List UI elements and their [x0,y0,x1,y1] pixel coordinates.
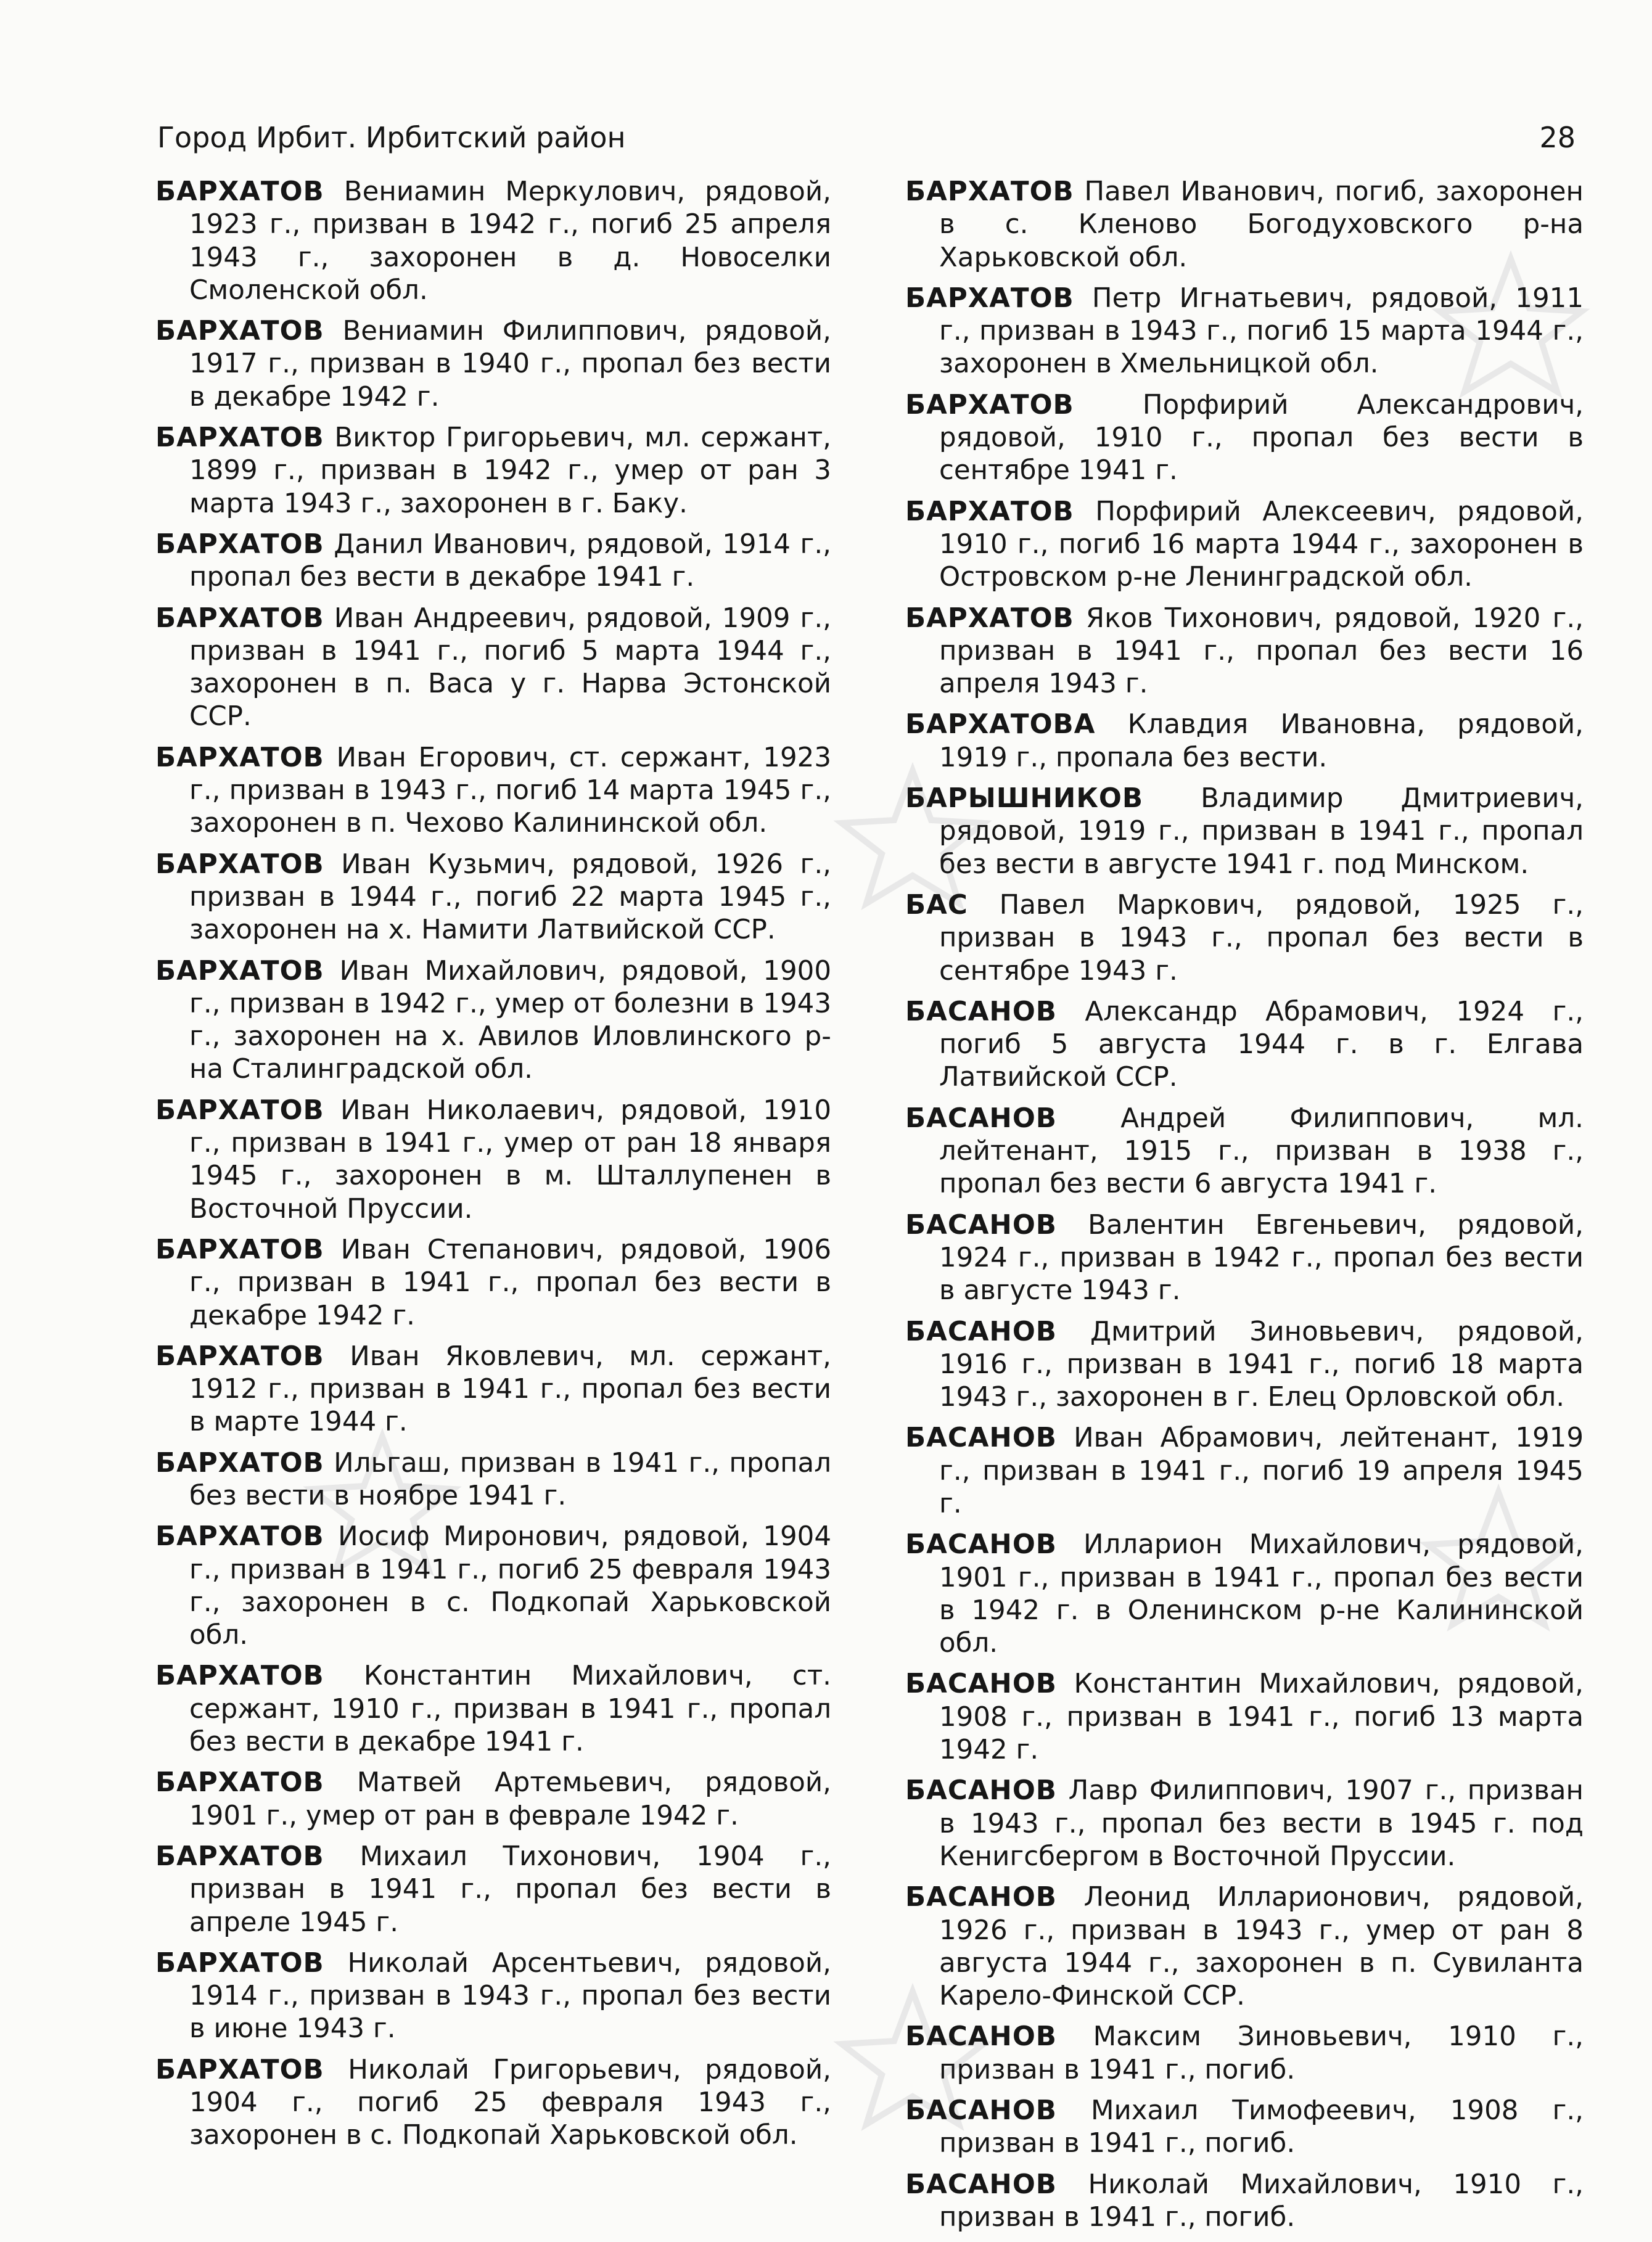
entry-details: Михаил Тихонович, 1904 г., призван в 1941 г., пропал без вести в апреле 1945 г. [189,1841,831,1938]
list-item [155,422,831,520]
list-item [905,389,1584,488]
entry-surname: БАРХАТОВ [155,1094,324,1126]
entry-details: Порфирий Александрович, рядовой, 1910 г., пропал без вести в сентябре 1941 г. [939,389,1584,487]
list-item [155,176,831,307]
entry-surname: БАРХАТОВ [155,176,324,207]
entry-details: Ильгаш, призван в 1941 г., пропал без вести в ноябре 1941 г. [189,1447,832,1511]
entry-surname: БАСАНОВ [905,1316,1057,1347]
entry-details: Иван Яковлевич, мл. сержант, 1912 г., призван в 1941 г., пропал без вести в марте 1944 г. [189,1341,831,1438]
list-item [905,1668,1584,1767]
list-item [905,2095,1584,2161]
list-item [905,282,1584,381]
page-number: 28 [1539,121,1576,154]
list-item [155,602,831,734]
entry-surname: БАРХАТОВ [155,316,324,347]
entry-details: Валентин Евгеньевич, рядовой, 1924 г., призван в 1942 г., пропал без вести в августе 1943 г. [939,1209,1584,1307]
entry-surname: БАРХАТОВ [155,1767,324,1799]
entry-details: Павел Маркович, рядовой, 1925 г., призван в 1943 г., пропал без вести в сентябре 1943 г. [939,889,1584,987]
entry-surname: БАРХАТОВ [155,2054,324,2085]
entry-details: Иван Абрамович, лейтенант, 1919 г., призван в 1941 г., погиб 19 апреля 1945 г. [939,1423,1584,1519]
entry-details: Иосиф Миронович, рядовой, 1904 г., призван в 1941 г., погиб 25 февраля 1943 г., захоронен в с. Подкопай Харьковской обл. [189,1521,832,1651]
page-region-title: Город Ирбит. Ирбитский район [157,121,626,154]
left-column [155,176,831,2161]
entry-details: Матвей Артемьевич, рядовой, 1901 г., умер от ран в феврале 1942 г. [189,1767,831,1831]
entry-surname: БАРХАТОВ [905,496,1074,527]
entry-details: Константин Михайлович, ст. сержант, 1910 г., призван в 1941 г., пропал без вести в декабре 1941 г. [189,1661,831,1758]
entry-details: Яков Тихонович, рядовой, 1920 г., призван в 1941 г., пропал без вести 16 апреля 1943 г. [939,602,1584,700]
entry-details: Иван Егорович, ст. сержант, 1923 г., призван в 1943 г., погиб 14 марта 1945 г., захоронен в п. Чехово Калининской обл. [189,742,832,839]
entry-surname: БАСАНОВ [905,1669,1057,1700]
list-item [905,889,1584,988]
list-item [905,1422,1584,1521]
entry-surname: БАРХАТОВ [905,602,1074,634]
entry-surname: БАРХАТОВ [905,282,1074,314]
entry-surname: БАРХАТОВ [155,422,324,454]
entry-details: Владимир Дмитриевич, рядовой, 1919 г., призван в 1941 г., пропал без вести в августе 1941 г. под Минском. [939,783,1584,880]
entry-details: Павел Иванович, погиб, захоронен в с. Кленово Богодуховского р-на Харьковской обл. [939,176,1584,273]
list-item [155,1341,831,1439]
entry-details: Лавр Филиппович, 1907 г., призван в 1943 г., пропал без вести в 1945 г. под Кенигсбергом в Восточной Пруссии. [939,1775,1584,1872]
entry-details: Иван Михайлович, рядовой, 1900 г., призван в 1942 г., умер от болезни в 1943 г., захоронен на х. Авилов Иловлинского р-на Сталинградской обл. [189,955,832,1085]
entry-details: Иван Андреевич, рядовой, 1909 г., призван в 1941 г., погиб 5 марта 1944 г., захоронен в п. Васа у г. Нарва Эстонской ССР. [189,602,832,733]
entry-details: Дмитрий Зиновьевич, рядовой, 1916 г., призван в 1941 г., погиб 18 марта 1943 г., захоронен в г. Елец Орловской обл. [939,1316,1584,1413]
list-item [905,176,1584,274]
entry-surname: БАСАНОВ [905,2169,1057,2200]
list-item [905,1881,1584,2013]
entry-details: Александр Абрамович, 1924 г., погиб 5 августа 1944 г. в г. Елгава Латвийской ССР. [939,996,1584,1093]
list-item [155,2054,831,2153]
entry-surname: БАРХАТОВ [155,1947,324,1979]
entry-surname: БАРХАТОВ [155,848,324,880]
entry-details: Андрей Филиппович, мл. лейтенант, 1915 г., призван в 1938 г., пропал без вести 6 августа 1941 г. [939,1103,1584,1200]
entry-details: Иван Степанович, рядовой, 1906 г., призван в 1941 г., пропал без вести в декабре 1942 г. [189,1234,832,1331]
entry-details: Порфирий Алексеевич, рядовой, 1910 г., погиб 16 марта 1944 г., захоронен в Островском р-не Ленинградской обл. [939,496,1584,593]
entry-details: Виктор Григорьевич, мл. сержант, 1899 г., призван в 1942 г., умер от ран 3 марта 1943 г., захоронен в г. Баку. [189,422,831,519]
list-item [155,1234,831,1332]
entry-surname: БАСАНОВ [905,1529,1057,1561]
entry-surname: БАРХАТОВ [155,1841,324,1872]
entry-surname: БАСАНОВ [905,1423,1057,1454]
entry-details: Иван Кузьмич, рядовой, 1926 г., призван в 1944 г., погиб 22 марта 1945 г., захоронен на х. Намити Латвийской ССР. [189,848,831,946]
entry-details: Илларион Михайлович, рядовой, 1901 г., призван в 1941 г., пропал без вести в 1942 г. в Оленинском р-не Калининской обл. [939,1529,1584,1659]
list-item [905,1316,1584,1415]
entry-surname: БАРХАТОВ [905,176,1074,207]
entry-surname: БАСАНОВ [905,1882,1057,1913]
entry-details: Клавдия Ивановна, рядовой, 1919 г., пропала без вести. [939,709,1584,773]
entry-details: Леонид Илларионович, рядовой, 1926 г., призван в 1943 г., умер от ран 8 августа 1944 г., захоронен в п. Сувиланта Карело-Финской ССР. [939,1882,1584,2012]
list-item [155,742,831,840]
entry-surname: БАСАНОВ [905,996,1057,1027]
entry-details: Данил Иванович, рядовой, 1914 г., пропал без вести в декабре 1941 г. [189,528,832,593]
list-item [155,315,831,414]
entry-surname: БАСАНОВ [905,1775,1057,1807]
list-item [905,602,1584,701]
list-item [155,528,831,594]
list-item [905,708,1584,774]
entry-surname: БАРХАТОВ [155,528,324,560]
entry-surname: БАРХАТОВ [155,1521,324,1553]
list-item [905,1775,1584,1873]
list-item [905,1209,1584,1308]
list-item [905,496,1584,594]
entry-surname: БАРХАТОВ [155,955,324,987]
entry-surname: БАСАНОВ [905,1103,1057,1134]
list-item [905,996,1584,1094]
list-item [155,1447,831,1513]
list-item [905,2169,1584,2235]
entry-details: Вениамин Филиппович, рядовой, 1917 г., призван в 1940 г., пропал без вести в декабре 1942 г. [189,316,831,413]
entry-surname: БАРХАТОВ [155,742,324,773]
entry-surname: БАС [905,889,968,921]
page-header [157,116,1576,159]
entry-surname: БАСАНОВ [905,2021,1057,2053]
entry-details: Николай Михайлович, 1910 г., призван в 1941 г., погиб. [939,2169,1584,2233]
entry-details: Вениамин Меркулович, рядовой, 1923 г., призван в 1942 г., погиб 25 апреля 1943 г., захоронен в д. Новоселки Смоленской обл. [189,176,831,306]
entry-surname: БАРХАТОВ [155,1447,324,1479]
entry-surname: БАРХАТОВ [905,389,1074,421]
entry-surname: БАСАНОВ [905,2095,1057,2127]
list-item [905,2021,1584,2087]
entry-surname: БАРХАТОВ [155,1341,324,1372]
list-item [155,1094,831,1226]
entry-details: Константин Михайлович, рядовой, 1908 г., призван в 1941 г., погиб 13 марта 1942 г. [939,1669,1584,1766]
entry-surname: БАРХАТОВА [905,709,1096,741]
entry-details: Иван Николаевич, рядовой, 1910 г., призван в 1941 г., умер от ран 18 января 1945 г., захоронен в м. Шталлупенен в Восточной Пруссии. [189,1094,832,1225]
list-item [905,782,1584,881]
list-item [155,1947,831,2046]
list-item [905,1529,1584,1660]
list-item [155,1660,831,1759]
entry-details: Михаил Тимофеевич, 1908 г., призван в 1941 г., погиб. [939,2095,1584,2159]
list-item [155,848,831,947]
entry-details: Николай Григорьевич, рядовой, 1904 г., погиб 25 февраля 1943 г., захоронен в с. Подкопай Харьковской обл. [189,2054,832,2151]
entry-details: Николай Арсентьевич, рядовой, 1914 г., призван в 1943 г., пропал без вести в июне 1943 г. [189,1947,831,2045]
entry-surname: БАРХАТОВ [155,1234,324,1265]
entry-surname: БАРХАТОВ [155,1661,324,1692]
list-item [155,1841,831,1939]
entry-surname: БАРХАТОВ [155,602,324,634]
right-column [905,176,1584,2242]
list-item [155,1521,831,1652]
list-item [155,1767,831,1833]
entry-surname: БАРЫШНИКОВ [905,783,1144,815]
list-item [905,1103,1584,1201]
entry-details: Петр Игнатьевич, рядовой, 1911 г., призван в 1943 г., погиб 15 марта 1944 г., захоронен в Хмельницкой обл. [939,282,1584,380]
list-item [155,955,831,1086]
entry-details: Максим Зиновьевич, 1910 г., призван в 1941 г., погиб. [939,2021,1584,2085]
entry-surname: БАСАНОВ [905,1209,1057,1241]
